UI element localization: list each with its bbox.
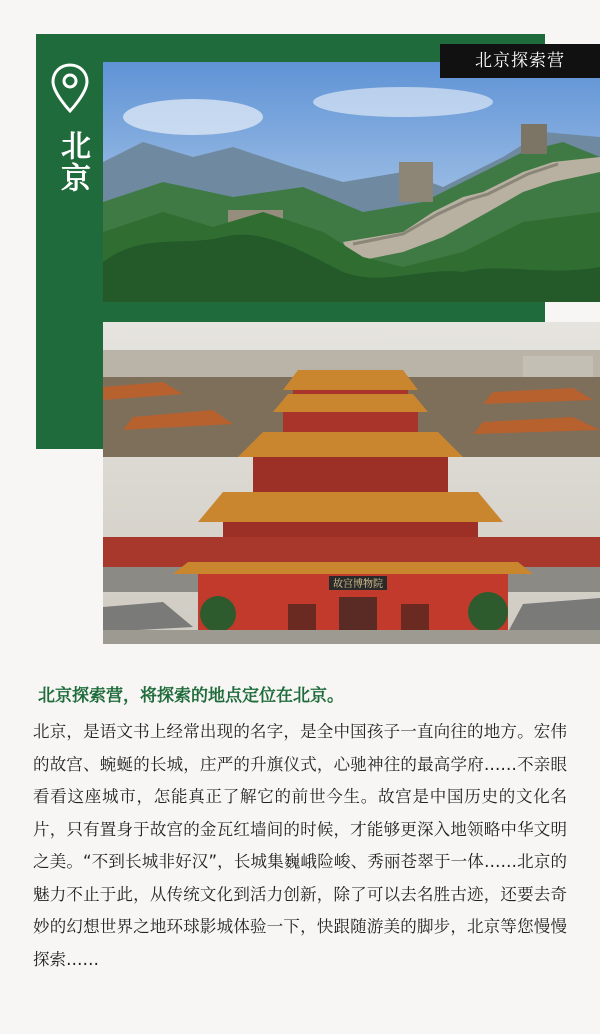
article-body: 北京，是语文书上经常出现的名字，是全中国孩子一直向往的地方。宏伟的故宫、蜿蜒的长城，庄严的升旗仪式，心驰神往的最高学府……不亲眼看看这座城市，怎能真正了解它的前世今生。故宫是中国历史的文化名片，只有置身于故宫的金瓦红墙间的时候，才能够更深入地领略中华文明之美。“不到长城非好汉”，长城集巍峨险峻、秀丽苍翠于一体……北京的魅力不止于此，从传统文化到活力创新，除了可以去名胜古迹，还要去奇妙的幻想世界之地环球影城体验一下，快跟随游美的脚步，北京等您慢慢探索……	[33, 722, 567, 969]
article-headline: 北京探索营，将探索的地点定位在北京。	[38, 686, 344, 706]
gate-plaque-text: 故宫博物院	[333, 579, 383, 590]
camp-tag: 北京探索营	[440, 44, 600, 78]
great-wall-photo	[103, 62, 600, 302]
map-pin-icon	[50, 62, 90, 114]
forbidden-city-photo	[103, 322, 600, 644]
city-name: 北京	[55, 130, 90, 194]
